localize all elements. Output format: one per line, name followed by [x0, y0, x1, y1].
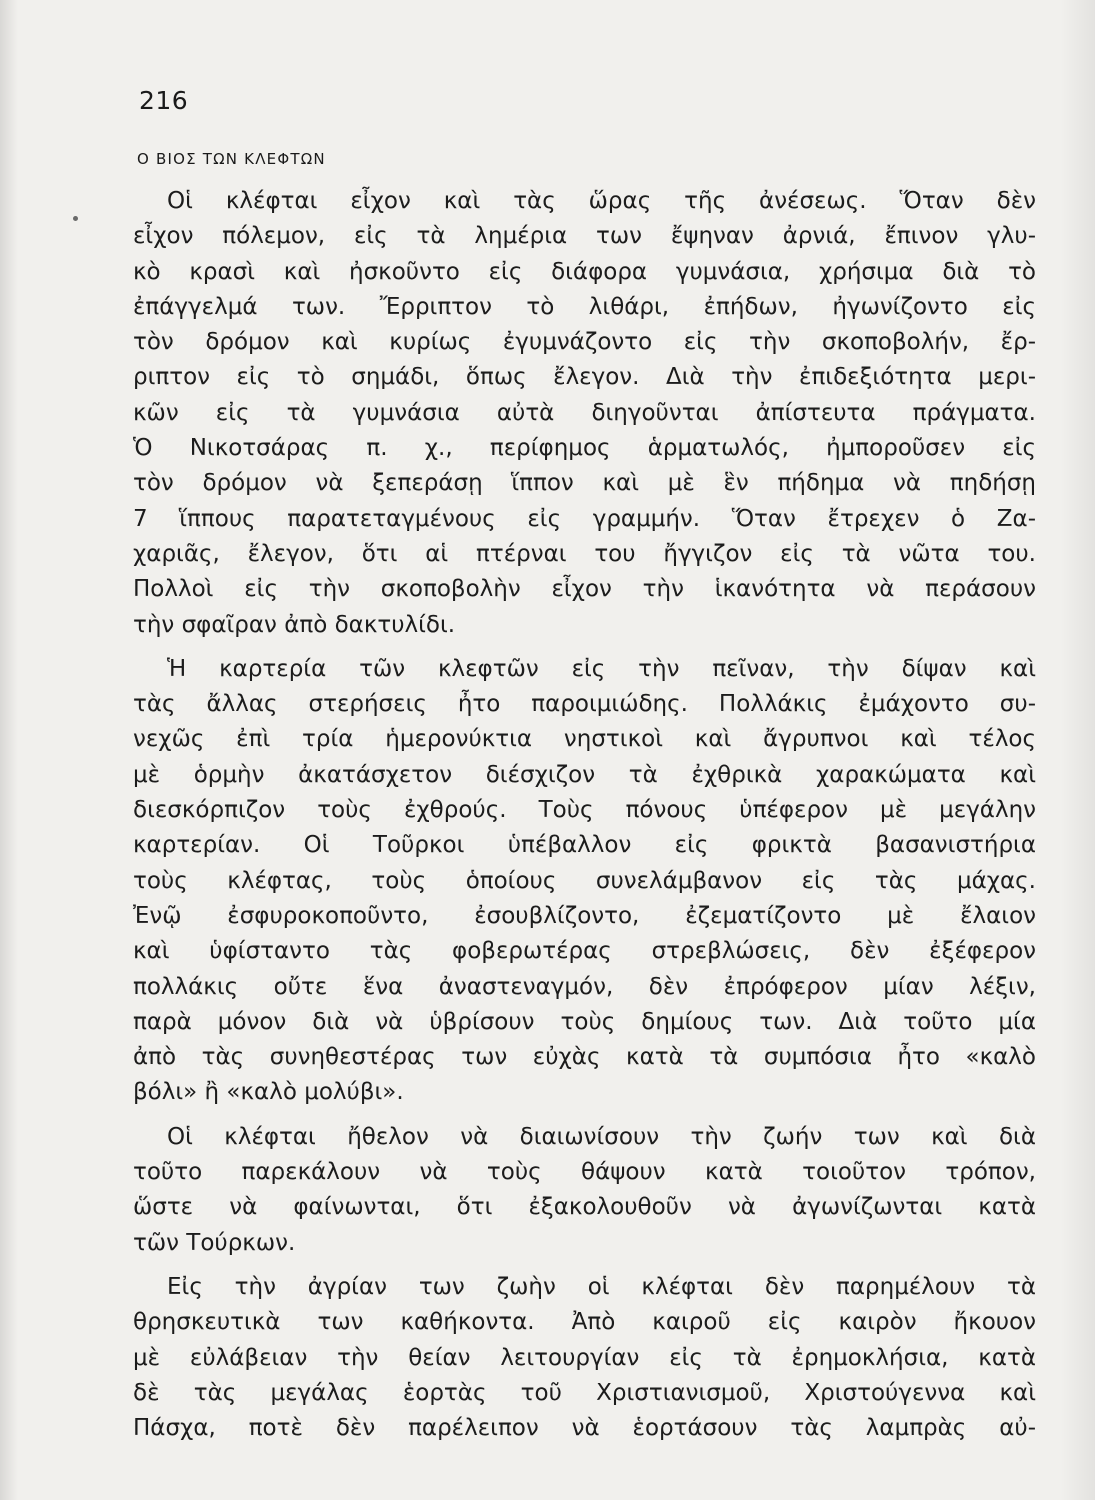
text-line: Οἱ κλέφται εἶχον καὶ τὰς ὥρας τῆς ἀνέσεως. Ὅταν δὲν: [167, 188, 1036, 214]
paragraph: [133, 184, 1036, 643]
text-line: βόλι» ἢ «καλὸ μολύβι».: [133, 1079, 404, 1106]
text-line: τοὺς κλέφτας, τοὺς ὁποίους συνελάμβανον εἰς τὰς μάχας.: [133, 867, 1036, 894]
page-number: 216: [139, 86, 189, 115]
text-line: χαριᾶς, ἔλεγον, ὅτι αἱ πτέρναι του ἤγγιζον εἰς τὰ νῶτα του.: [133, 540, 1036, 567]
text-line: ἀπὸ τὰς συνηθεστέρας των εὐχὰς κατὰ τὰ συμπόσια ἦτο «καλὸ: [133, 1044, 1036, 1071]
text-line: καὶ ὑφίσταντο τὰς φοβερωτέρας στρεβλώσεις, δὲν ἐξέφερον: [133, 938, 1036, 965]
text-line: τὸν δρόμον καὶ κυρίως ἐγυμνάζοντο εἰς τὴν σκοποβολήν, ἔρ-: [133, 329, 1036, 356]
paragraph: [133, 652, 1036, 1111]
text-line: Πάσχα, ποτὲ δὲν παρέλειπον νὰ ἑορτάσουν τὰς λαμπρὰς αὐ-: [133, 1415, 1036, 1442]
text-line: τὸν δρόμον νὰ ξεπεράσῃ ἵππον καὶ μὲ ἓν πήδημα νὰ πηδήσῃ: [133, 470, 1036, 497]
text-line: εἶχον πόλεμον, εἰς τὰ λημέρια των ἔψηναν ἀρνιά, ἔπινον γλυ-: [133, 223, 1036, 250]
text-line: τοῦτο παρεκάλουν νὰ τοὺς θάψουν κατὰ τοιοῦτον τρόπον,: [133, 1159, 1036, 1186]
text-line: καρτερίαν. Οἱ Τοῦρκοι ὑπέβαλλον εἰς φρικτὰ βασανιστήρια: [133, 832, 1036, 859]
text-line: τὴν σφαῖραν ἀπὸ δακτυλίδι.: [133, 611, 456, 638]
text-line: παρὰ μόνον διὰ νὰ ὑβρίσουν τοὺς δημίους των. Διὰ τοῦτο μία: [133, 1008, 1036, 1035]
text-line: Ἡ καρτερία τῶν κλεφτῶν εἰς τὴν πεῖναν, τὴν δίψαν καὶ: [167, 655, 1036, 682]
text-line: Εἰς τὴν ἀγρίαν των ζωὴν οἱ κλέφται δὲν παρημέλουν τὰ: [167, 1273, 1036, 1300]
ink-speck: [73, 216, 78, 221]
paragraph: [133, 1270, 1036, 1446]
text-line: θρησκευτικὰ των καθήκοντα. Ἀπὸ καιροῦ εἰς καιρὸν ἤκουον: [133, 1309, 1036, 1336]
text-line: τῶν Τούρκων.: [133, 1229, 296, 1256]
text-line: μὲ ὁρμὴν ἀκατάσχετον διέσχιζον τὰ ἐχθρικὰ χαρακώματα καὶ: [133, 761, 1036, 788]
text-line: ριπτον εἰς τὸ σημάδι, ὅπως ἔλεγον. Διὰ τὴν ἐπιδεξιότητα μερι-: [133, 364, 1036, 391]
text-line: κῶν εἰς τὰ γυμνάσια αὐτὰ διηγοῦνται ἀπίστευτα πράγματα.: [133, 399, 1036, 426]
paragraph: [133, 1120, 1036, 1261]
body-text: [133, 184, 1036, 1455]
text-line: διεσκόρπιζον τοὺς ἐχθρούς. Τοὺς πόνους ὑπέφερον μὲ μεγάλην: [133, 797, 1036, 824]
text-line: 7 ἵππους παρατεταγμένους εἰς γραμμήν. Ὅταν ἔτρεχεν ὁ Ζα-: [133, 505, 1036, 532]
text-line: τὰς ἄλλας στερήσεις ἦτο παροιμιώδης. Πολλάκις ἐμάχοντο συ-: [133, 691, 1036, 718]
text-line: ὥστε νὰ φαίνωνται, ὅτι ἐξακολουθοῦν νὰ ἀγωνίζωνται κατὰ: [133, 1194, 1036, 1221]
text-line: μὲ εὐλάβειαν τὴν θείαν λειτουργίαν εἰς τὰ ἐρημοκλήσια, κατὰ: [133, 1344, 1036, 1371]
text-line: νεχῶς ἐπὶ τρία ἡμερονύκτια νηστικοὶ καὶ ἄγρυπνοι καὶ τέλος: [133, 726, 1036, 753]
text-line: Οἱ κλέφται ἤθελον νὰ διαιωνίσουν τὴν ζωήν των καὶ διὰ: [167, 1123, 1036, 1150]
running-head: Ο ΒΙΟΣ ΤΩΝ ΚΛΕΦΤΩΝ: [137, 150, 326, 168]
text-line: Ὁ Νικοτσάρας π. χ., περίφημος ἁρματωλός, ἠμποροῦσεν εἰς: [133, 435, 1036, 462]
text-line: κὸ κρασὶ καὶ ἠσκοῦντο εἰς διάφορα γυμνάσια, χρήσιμα διὰ τὸ: [133, 258, 1036, 285]
text-line: ἐπάγγελμά των. Ἔρριπτον τὸ λιθάρι, ἐπήδων, ἠγωνίζοντο εἰς: [133, 293, 1036, 320]
text-line: Πολλοὶ εἰς τὴν σκοποβολὴν εἶχον τὴν ἱκανότητα νὰ περάσουν: [133, 576, 1036, 603]
text-line: δὲ τὰς μεγάλας ἑορτὰς τοῦ Χριστιανισμοῦ, Χριστούγεννα καὶ: [133, 1379, 1036, 1406]
text-line: πολλάκις οὔτε ἕνα ἀναστεναγμόν, δὲν ἐπρόφερον μίαν λέξιν,: [133, 973, 1036, 1000]
text-line: Ἐνῷ ἐσφυροκοποῦντο, ἐσουβλίζοντο, ἐζεματίζοντο μὲ ἔλαιον: [133, 902, 1036, 929]
